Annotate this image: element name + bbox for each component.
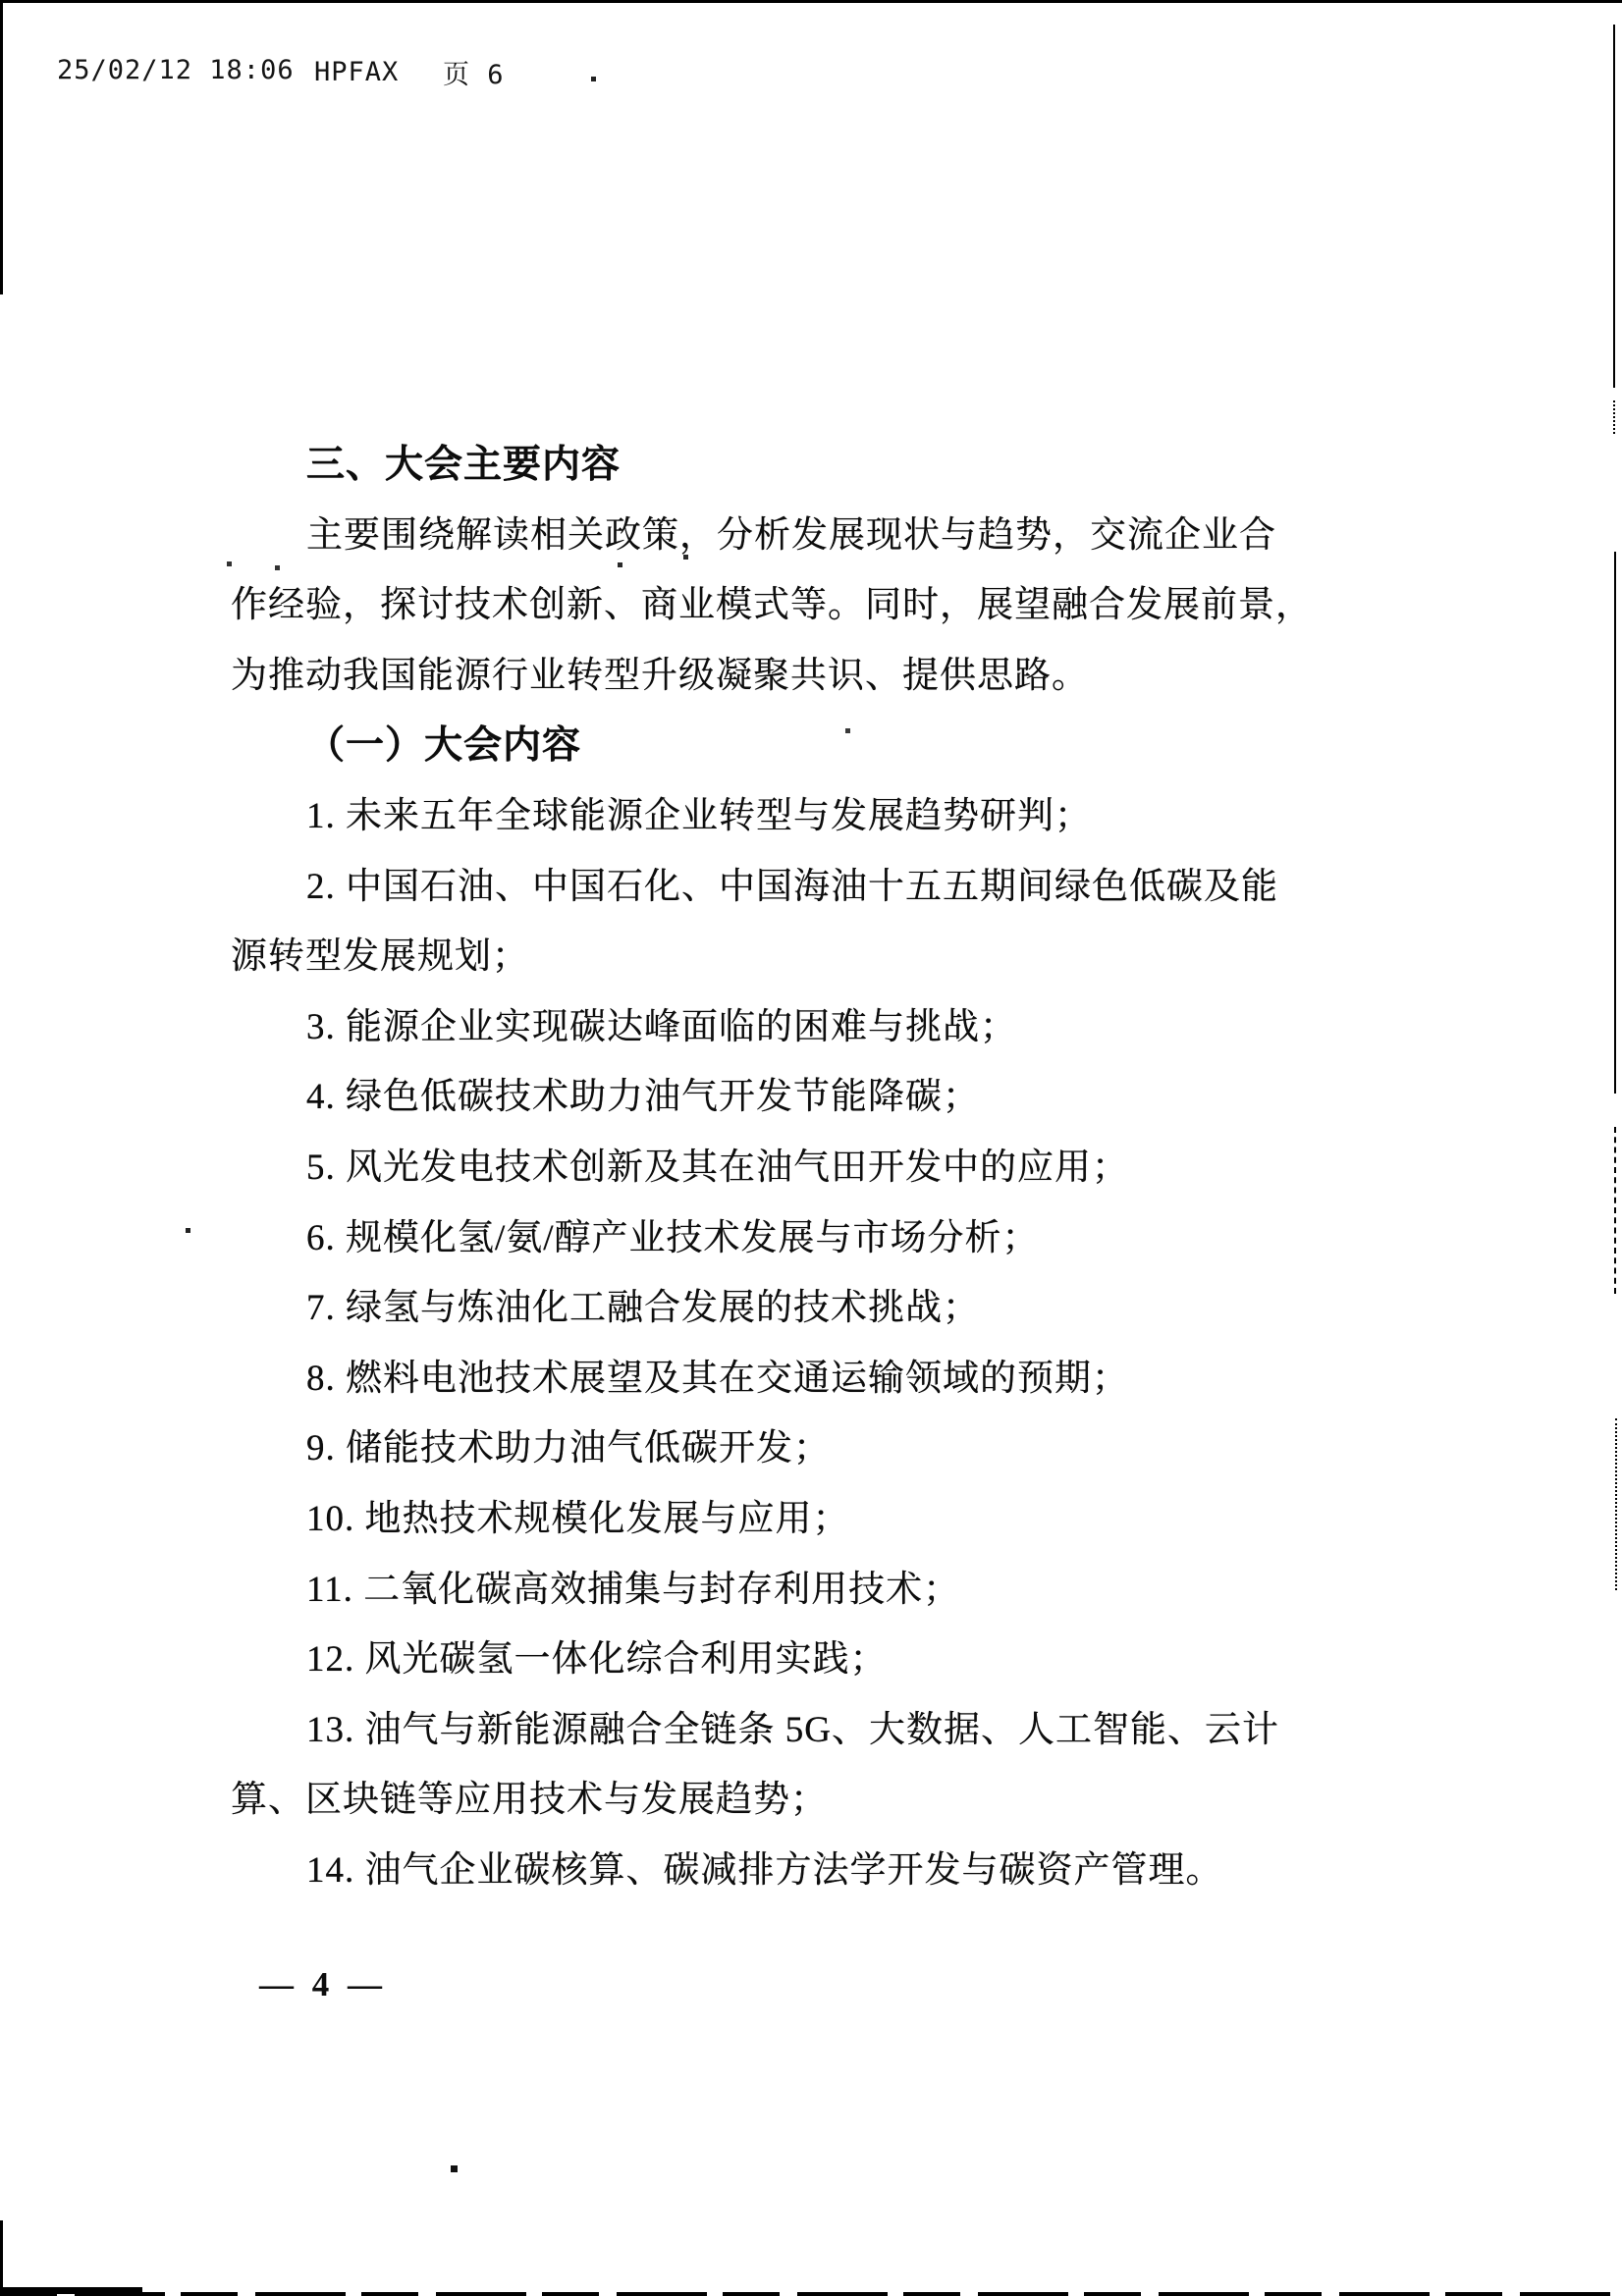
list-line: 3. 能源企业实现碳达峰面临的困难与挑战； <box>306 1006 1017 1047</box>
list-line: 12. 风光碳氢一体化综合利用实践； <box>306 1639 888 1681</box>
list-line: 9. 储能技术助力油气低碳开发； <box>306 1428 831 1469</box>
scan-edge-top <box>0 0 1622 3</box>
fax-datetime: 25/02/12 18:06 <box>57 55 295 85</box>
scan-edge-bottom-blob <box>0 2287 142 2294</box>
intro-line: 作经验，探讨技术创新、商业模式等。同时，展望融合发展前景， <box>231 585 1313 626</box>
scan-edge-bottom <box>0 2292 1622 2296</box>
scan-edge-left-top <box>0 0 3 294</box>
document-body <box>231 430 1350 1905</box>
section-heading: 三、大会主要内容 <box>306 444 622 486</box>
intro-line: 主要围绕解读相关政策，分析发展现状与趋势，交流企业合 <box>306 514 1276 556</box>
list-line: 11. 二氧化碳高效捕集与封存利用技术； <box>306 1569 961 1610</box>
page-number: — 4 — <box>259 1965 387 2003</box>
fax-device-label: HPFAX <box>314 57 400 87</box>
list-line: 14. 油气企业碳核算、碳减排方法学开发与碳资产管理。 <box>306 1849 1223 1891</box>
scan-noise-specks <box>0 0 3 3</box>
list-line: 13. 油气与新能源融合全链条 5G、大数据、人工智能、云计 <box>306 1709 1279 1750</box>
list-line: 8. 燃料电池技术展望及其在交通运输领域的预期； <box>306 1358 1129 1399</box>
list-line: 源转型发展规划； <box>231 936 529 978</box>
scan-edge-left-bottom <box>0 2220 3 2296</box>
scan-edge-right <box>1614 552 1616 1094</box>
scan-edge-right <box>1614 1127 1616 1294</box>
fax-page-label: 页 6 <box>443 60 505 90</box>
scan-edge-right <box>1613 25 1615 388</box>
list-line: 10. 地热技术规模化发展与应用； <box>306 1498 850 1539</box>
list-line: 6. 规模化氢/氨/醇产业技术发展与市场分析； <box>306 1217 1040 1258</box>
subsection-heading: （一）大会内容 <box>306 724 582 768</box>
scan-edge-right <box>1613 400 1615 434</box>
list-line: 2. 中国石油、中国石化、中国海油十五五期间绿色低碳及能 <box>306 866 1278 907</box>
list-line: 7. 绿氢与炼油化工融合发展的技术挑战； <box>306 1288 980 1329</box>
scan-edge-right <box>1615 1418 1617 1590</box>
intro-line: 为推动我国能源行业转型升级凝聚共识、提供思路。 <box>231 655 1089 696</box>
list-line: 1. 未来五年全球能源企业转型与发展趋势研判； <box>306 795 1092 836</box>
list-line: 5. 风光发电技术创新及其在油气田开发中的应用； <box>306 1147 1129 1188</box>
list-line: 4. 绿色低碳技术助力油气开发节能降碳； <box>306 1077 980 1118</box>
list-line: 算、区块链等应用技术与发展趋势； <box>231 1780 828 1821</box>
